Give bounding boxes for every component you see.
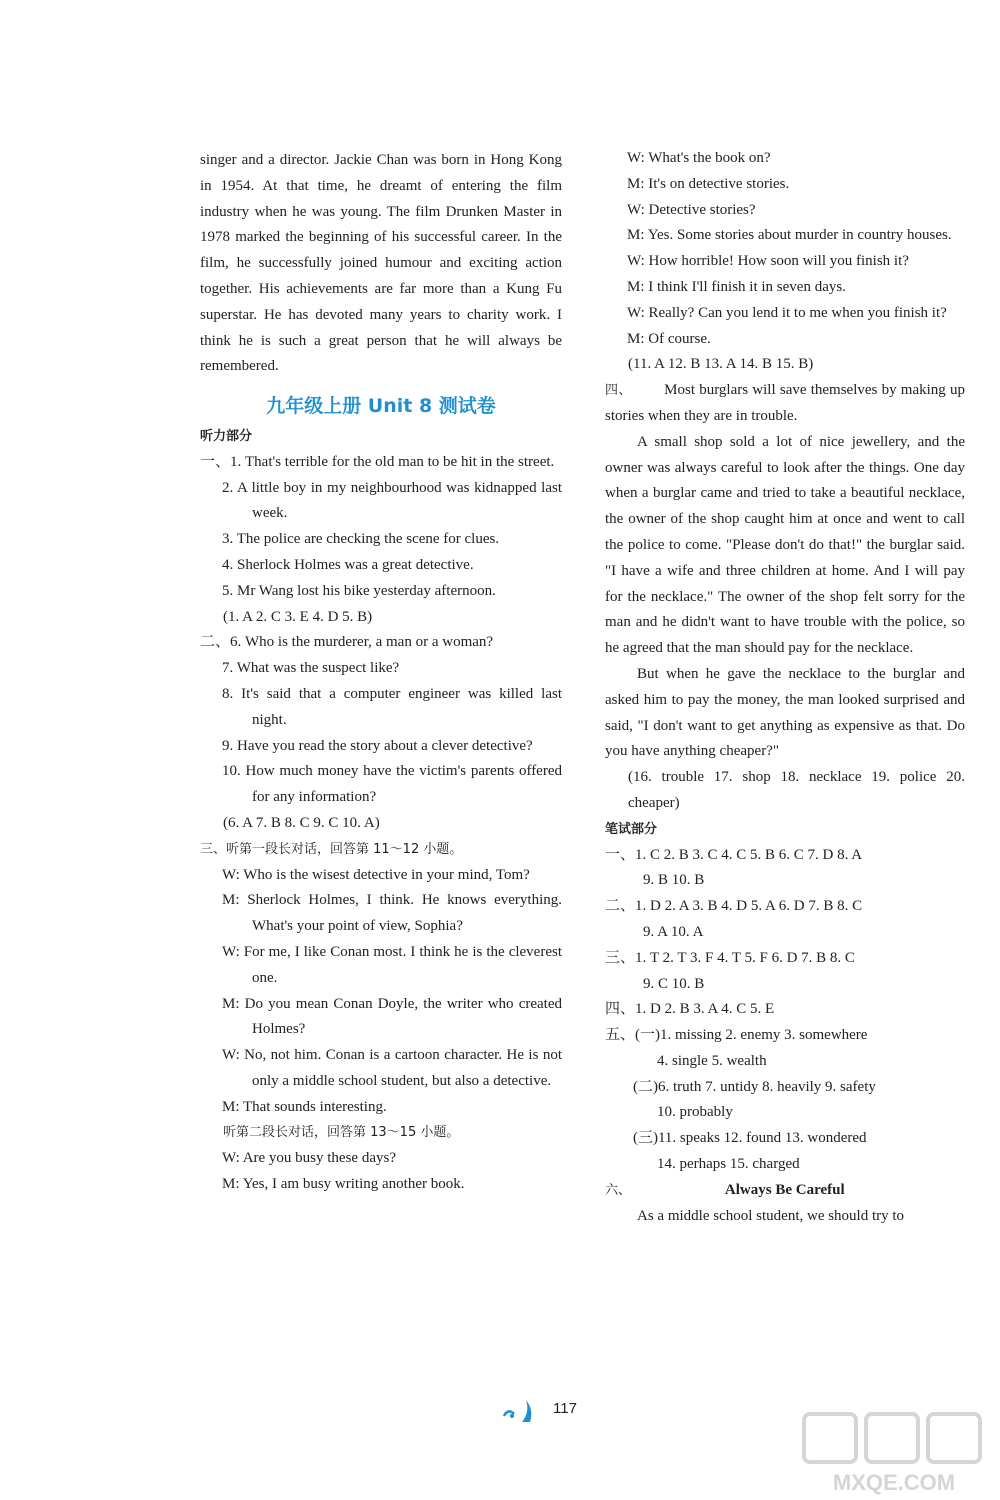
page-number: 117: [553, 1400, 577, 1417]
answer-line: (三)11. speaks 12. found 13. wondered: [633, 1130, 867, 1147]
answer-line: 9. A 10. A: [643, 923, 704, 940]
test-title: 九年级上册 Unit 8 测试卷: [266, 395, 496, 418]
listening-item: 8. It's said that a computer engineer was killed last night.: [222, 685, 562, 728]
listening-item: 二、6. Who is the murderer, a man or a woman?: [200, 634, 494, 651]
listening-item: 10. How much money have the victim's parents offered for any information?: [222, 763, 562, 806]
passage-first: [605, 378, 965, 430]
answer-line: 三、1. T 2. T 3. F 4. T 5. F 6. D 7. B 8. C: [605, 949, 855, 966]
right-column: [605, 146, 965, 1229]
answer-line: 一、1. C 2. B 3. C 4. C 5. B 6. C 7. D 8. A: [605, 846, 863, 863]
dialogue-line: W: How horrible! How soon will you finish it?: [627, 253, 909, 270]
dialogue-line: W: Are you busy these days?: [222, 1150, 396, 1167]
passage-paragraph: A small shop sold a lot of nice jewellery, and the owner was always careful to look after the things. One day when a burglar came and tried to take a beautiful necklace, the owner of the shop caught him at once and went to call the police to come. "Please don't do that!" the burglar said. "I have a wife and three children at home. And I will pay for the necklace." The owner of the shop felt sorry for the man and he didn't want to have trouble with the police, so he agreed that the man should pay for the necklace.: [605, 433, 965, 657]
listening-item: 5. Mr Wang lost his bike yesterday afternoon.: [222, 582, 496, 599]
answer-line: 10. probably: [657, 1104, 733, 1121]
section-label: 四、: [605, 383, 632, 399]
publisher-logo-icon: [500, 1398, 540, 1424]
dialogue-line: W: What's the book on?: [627, 150, 771, 166]
watermark-text: MXQE.COM: [832, 1470, 956, 1495]
answer-line: 四、1. D 2. B 3. A 4. C 5. E: [605, 1001, 775, 1018]
written-heading: 笔试部分: [605, 821, 658, 837]
story-paragraph: singer and a director. Jackie Chan was born in Hong Kong in 1954. At that time, he dreamt of entering the film industry when he was young. The film Drunken Master in 1978 marked the beginning of his successful career. In the film, he successfully joined humour and exciting action together. His achievements are far more than a Kung Fu superstar. He has devoted many years to charity work. I think he is such a great person that he will always be remembered.: [200, 152, 562, 375]
listening-item: 9. Have you read the story about a clever detective?: [222, 737, 533, 754]
dialogue-line: M: Yes. Some stories about murder in country houses.: [627, 227, 952, 244]
dialogue-line: M: It's on detective stories.: [627, 175, 790, 192]
answer-line: (6. A 7. B 8. C 9. C 10. A): [223, 814, 380, 831]
answer-line: (16. trouble 17. shop 18. necklace 19. police 20. cheaper): [628, 769, 965, 811]
dialogue-line: W: No, not him. Conan is a cartoon character. He is not only a middle school student, but also a detective.: [222, 1047, 562, 1089]
answer-line: 9. B 10. B: [643, 872, 705, 889]
essay-title: Always Be Careful: [724, 1181, 845, 1198]
dialogue-line: W: Who is the wisest detective in your mind, Tom?: [222, 866, 530, 883]
listening-item: 4. Sherlock Holmes was a great detective.: [222, 556, 474, 573]
dialogue-line: W: Detective stories?: [627, 201, 756, 218]
dialogue-line: M: Sherlock Holmes, I think. He knows everything. What's your point of view, Sophia?: [222, 892, 562, 935]
watermark-logo-icon: [794, 1406, 994, 1496]
answer-line: 14. perhaps 15. charged: [657, 1156, 800, 1173]
listening-item: 3. The police are checking the scene for clues.: [222, 531, 500, 548]
dialogue-line: M: I think I'll finish it in seven days.: [627, 278, 846, 295]
dialogue-line: W: For me, I like Conan most. I think he is the cleverest one.: [222, 943, 562, 986]
answer-line: 二、1. D 2. A 3. B 4. D 5. A 6. D 7. B 8. C: [605, 898, 863, 915]
passage-paragraph: But when he gave the necklace to the burglar and asked him to pay the money, the man looked surprised and said, "I don't want to get anything as expensive as that. Do you have anything cheaper?": [605, 665, 965, 760]
answer-line: (1. A 2. C 3. E 4. D 5. B): [223, 608, 373, 625]
answer-line: 9. C 10. B: [643, 975, 705, 992]
essay-heading-line: [605, 1178, 965, 1204]
passage-first-text: Most burglars will save themselves by making up stories when they are in trouble.: [605, 382, 965, 424]
essay-first-line: As a middle school student, we should try to: [637, 1207, 905, 1224]
dialogue-line: M: Do you mean Conan Doyle, the writer who created Holmes?: [222, 995, 562, 1038]
answer-line: (11. A 12. B 13. A 14. B 15. B): [628, 356, 814, 373]
listening-item: 7. What was the suspect like?: [222, 660, 400, 677]
answer-line: (二)6. truth 7. untidy 8. heavily 9. safety: [633, 1078, 876, 1095]
answer-line: 五、(一)1. missing 2. enemy 3. somewhere: [605, 1027, 868, 1044]
dialogue-line: M: Yes, I am busy writing another book.: [222, 1176, 465, 1193]
listening-heading: 听力部分: [200, 428, 253, 444]
section-instruction: 三、听第一段长对话，回答第 11～12 小题。: [200, 841, 463, 857]
listening-item: 2. A little boy in my neighbourhood was kidnapped last week.: [222, 479, 562, 522]
dialogue-line: W: Really? Can you lend it to me when you finish it?: [627, 304, 947, 321]
listening-item: 一、1. That's terrible for the old man to be hit in the street.: [200, 453, 555, 470]
left-column: [200, 148, 562, 1198]
answer-line: 4. single 5. wealth: [657, 1052, 767, 1069]
section-instruction: 听第二段长对话，回答第 13～15 小题。: [223, 1125, 460, 1141]
dialogue-line: M: That sounds interesting.: [222, 1098, 387, 1115]
section-label: 六、: [605, 1182, 632, 1198]
dialogue-line: M: Of course.: [627, 330, 711, 347]
